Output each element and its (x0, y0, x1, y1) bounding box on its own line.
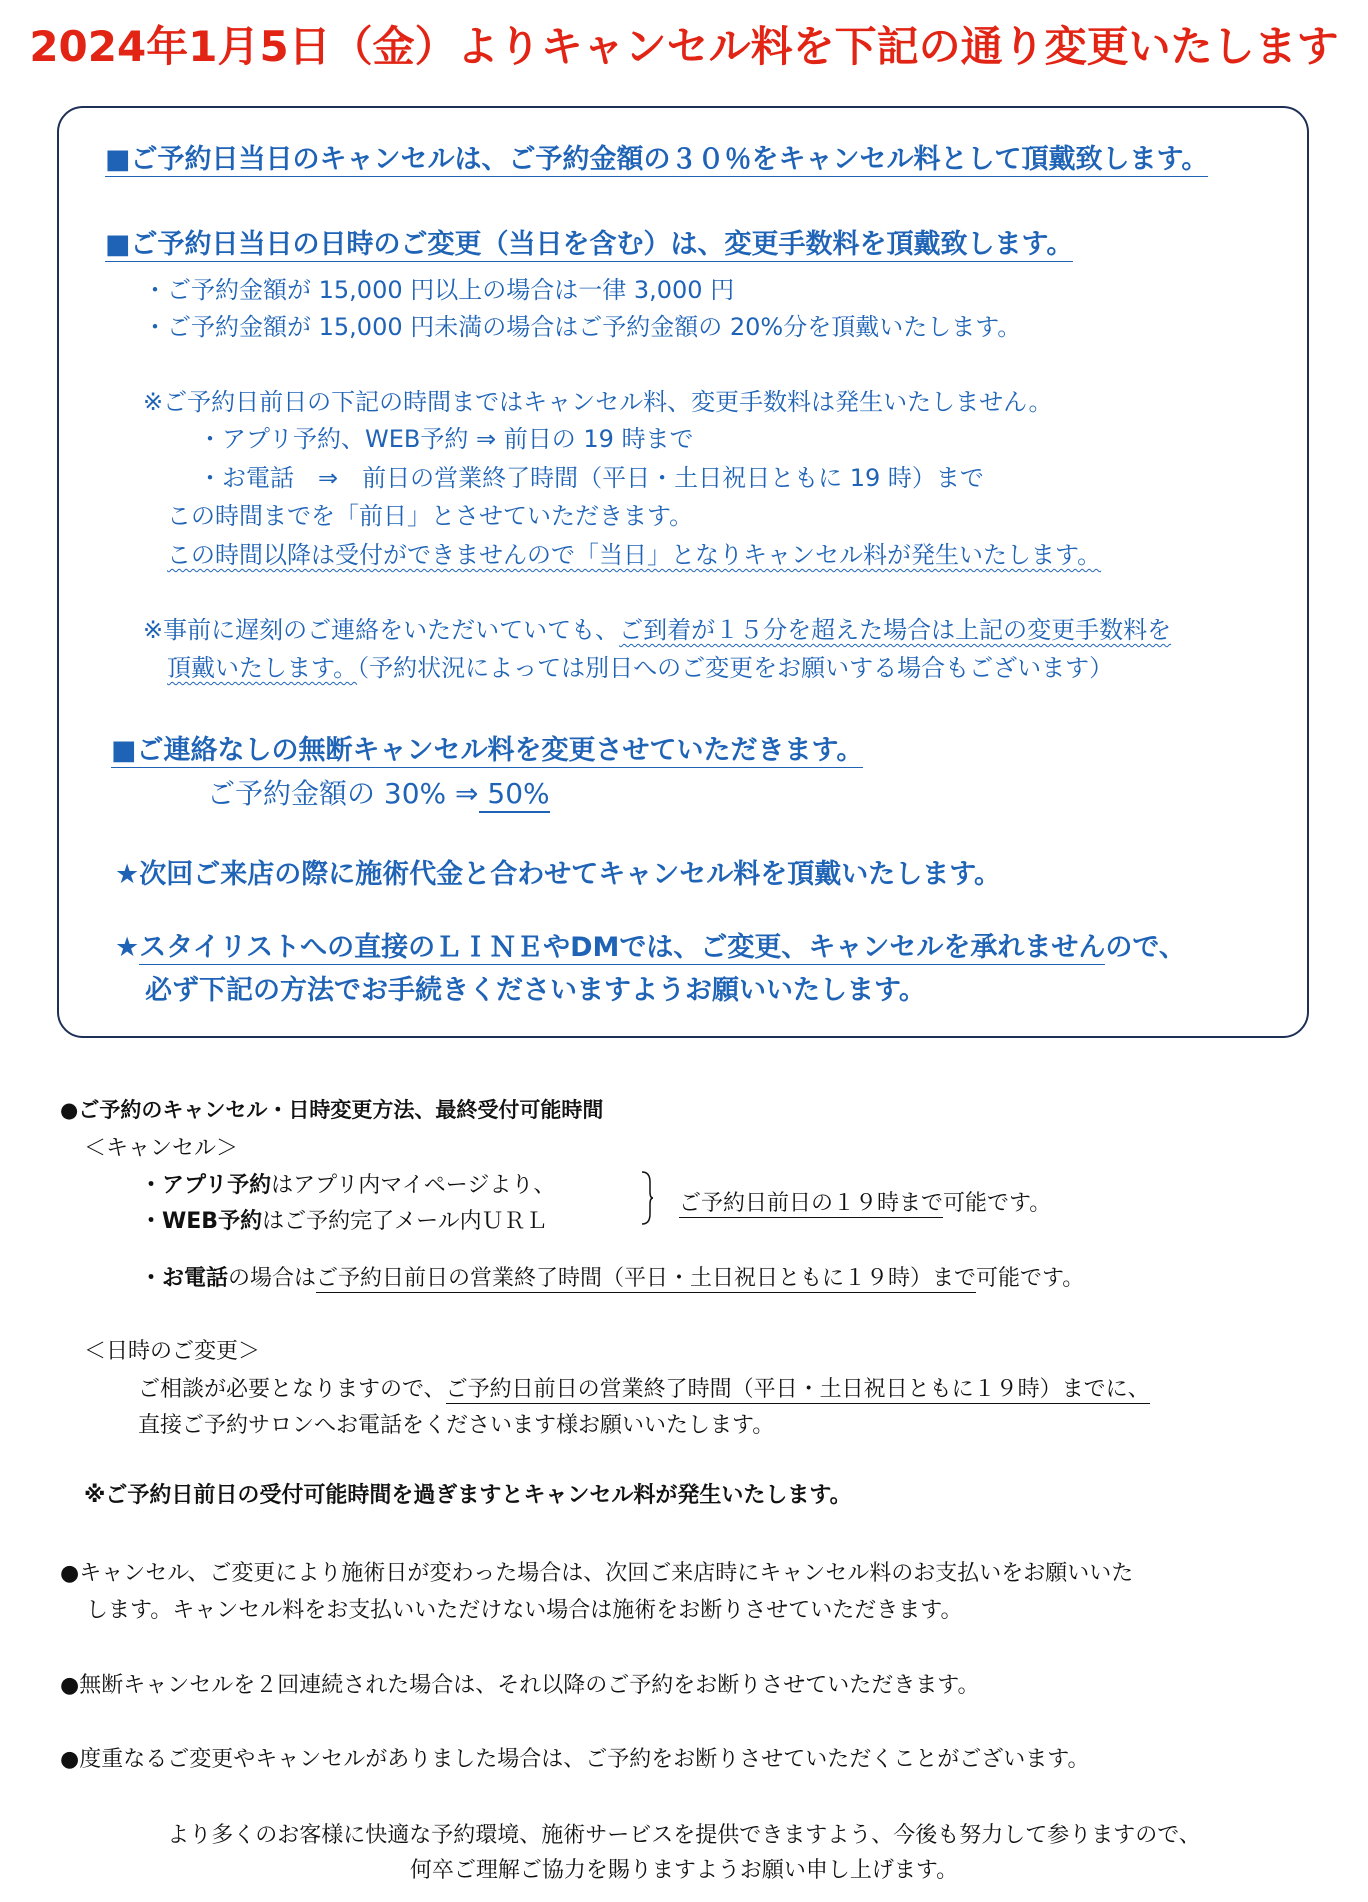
cancel-deadline: ご予約日前日の１９時まで可能です。 (679, 1191, 1052, 1216)
change-subheading: ＜日時のご変更＞ (84, 1339, 261, 1364)
late-arrival-note-2: 頂戴いたします。（予約状況によっては別日へのご変更をお願いする場合もございます） (167, 654, 1114, 682)
change-instruction-2: 直接ご予約サロンへお電話をくださいます様お願いいたします。 (138, 1413, 775, 1438)
closing-message-1: より多くのお客様に快適な予約環境、施術サービスを提供できますよう、今後も努力して参りますので、 (167, 1823, 1201, 1848)
fee-item-over: ・ご予約金額が 15,000 円以上の場合は一律 3,000 円 (143, 276, 735, 304)
free-cancel-note: ※ご予約日前日の下記の時間まではキャンセル料、変更手数料は発生いたしません。 (143, 388, 1053, 416)
after-hours-note: この時間以降は受付ができませんので「当日」となりキャンセル料が発生いたします。 (167, 541, 1102, 569)
no-show-fee-rate: ご予約金額の 30% ⇒ 50% (207, 772, 550, 812)
procedure-request: 必ず下記の方法でお手続きくださいますようお願いいたします。 (145, 975, 926, 1006)
deadline-phone: ・お電話 ⇒ 前日の営業終了時間（平日・土日祝日ともに 19 時）まで (198, 464, 984, 492)
cancel-method-app: ・アプリ予約はアプリ内マイページより、 (140, 1173, 556, 1198)
no-show-fee-change: ■ご連絡なしの無断キャンセル料を変更させていただきます。 (111, 735, 864, 766)
closing-message-2: 何卒ご理解ご協力を賜りますようお願い申し上げます。 (409, 1858, 959, 1883)
bracket-icon (640, 1170, 654, 1226)
note-frequent-changes: ●度重なるご変更やキャンセルがありました場合は、ご予約をお断りさせていただくことがございます。 (60, 1747, 1090, 1772)
page-title: 2024年1月5日（金）よりキャンセル料を下記の通り変更いたします (29, 22, 1339, 71)
note-date-change-cont: します。キャンセル料をお支払いいただけない場合は施術をお断りさせていただきます。 (86, 1598, 963, 1623)
fee-item-under: ・ご予約金額が 15,000 円未満の場合はご予約金額の 20%分を頂戴いたします。 (143, 313, 1022, 341)
previous-day-definition: この時間までを「前日」とさせていただきます。 (167, 502, 694, 530)
deadline-app-web: ・アプリ予約、WEB予約 ⇒ 前日の 19 時まで (198, 425, 694, 453)
late-fee-warning: ※ご予約日前日の受付可能時間を過ぎますとキャンセル料が発生いたします。 (84, 1483, 852, 1508)
cancel-method-web: ・WEB予約はご予約完了メール内ＵＲＬ (140, 1209, 548, 1234)
notice-same-day-change: ■ご予約日当日の日時のご変更（当日を含む）は、変更手数料を頂戴致します。 (105, 229, 1074, 260)
next-visit-charge-note: ★次回ご来店の際に施術代金と合わせてキャンセル料を頂戴いたします。 (115, 859, 1002, 890)
cancel-method-phone: ・お電話の場合はご予約日前日の営業終了時間（平日・土日祝日ともに１９時）まで可能です。 (140, 1266, 1085, 1291)
note-repeated-no-show: ●無断キャンセルを２回連続された場合は、それ以降のご予約をお断りさせていただきます。 (60, 1673, 980, 1698)
methods-heading: ●ご予約のキャンセル・日時変更方法、最終受付可能時間 (60, 1098, 604, 1122)
note-date-change: ●キャンセル、ご変更により施術日が変わった場合は、次回ご来店時にキャンセル料のお支払いをお願いいた (60, 1561, 1134, 1586)
late-arrival-note-1: ※事前に遅刻のご連絡をいただいていても、ご到着が１５分を超えた場合は上記の変更手数料を (143, 616, 1172, 644)
change-instruction-1: ご相談が必要となりますので、ご予約日前日の営業終了時間（平日・土日祝日ともに１９時）までに、 (138, 1377, 1150, 1402)
sns-contact-note: ★スタイリストへの直接のＬＩＮＥやDMでは、ご変更、キャンセルを承れませんので、 (115, 932, 1186, 963)
cancel-subheading: ＜キャンセル＞ (84, 1136, 239, 1161)
notice-same-day-cancel: ■ご予約日当日のキャンセルは、ご予約金額の３０％をキャンセル料として頂戴致します。 (105, 144, 1209, 175)
